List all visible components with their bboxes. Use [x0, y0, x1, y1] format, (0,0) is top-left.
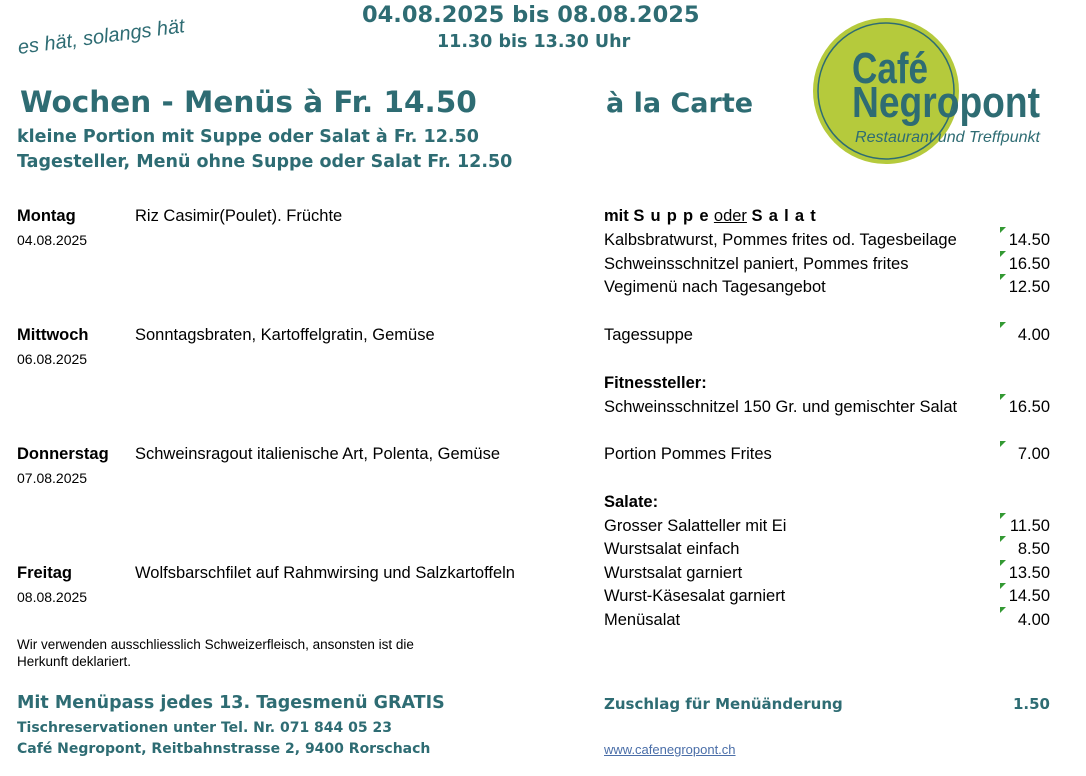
- green-triangle-icon: [1000, 227, 1006, 233]
- weekly-menu-title: Wochen - Menüs à Fr. 14.50: [20, 85, 477, 119]
- green-triangle-icon: [1000, 251, 1006, 257]
- menu-item: Kalbsbratwurst, Pommes frites od. Tagesbeilage: [604, 231, 957, 249]
- day-name: Montag: [17, 207, 76, 225]
- day-date: 07.08.2025: [17, 470, 88, 486]
- green-triangle-icon: [1000, 583, 1006, 589]
- green-triangle-icon: [1000, 322, 1006, 328]
- day-date: 04.08.2025: [17, 232, 88, 248]
- day-dish: Riz Casimir(Poulet). Früchte: [135, 207, 343, 225]
- menu-item-price: 11.50: [1009, 517, 1050, 535]
- day-dish: Sonntagsbraten, Kartoffelgratin, Gemüse: [135, 326, 435, 344]
- menu-item: Menüsalat: [604, 611, 681, 629]
- menu-item: Schweinsschnitzel paniert, Pommes frites: [604, 255, 909, 273]
- green-triangle-icon: [1000, 536, 1006, 542]
- week-date-range: 04.08.2025 bis 08.08.2025: [362, 2, 700, 28]
- day-name: Donnerstag: [17, 445, 109, 463]
- day-date: 08.08.2025: [17, 589, 88, 605]
- address: Café Negropont, Reitbahnstrasse 2, 9400 Rorschach: [17, 741, 431, 757]
- cafe-negropont-logo: [810, 15, 1050, 170]
- menu-item-price: 14.50: [1008, 231, 1050, 249]
- heading-salat: S a l a t: [751, 207, 817, 225]
- small-portion-note: kleine Portion mit Suppe oder Salat à Fr. 12.50: [17, 127, 479, 147]
- menu-item-price: 7.00: [1017, 445, 1050, 463]
- green-triangle-icon: [1000, 274, 1006, 280]
- heading-suppe: S u p p e: [633, 207, 710, 225]
- menu-item: Wurstsalat garniert: [604, 564, 743, 582]
- green-triangle-icon: [1000, 513, 1006, 519]
- menu-item: Wurstsalat einfach: [604, 540, 740, 558]
- salads-heading: Salate:: [604, 493, 659, 511]
- green-triangle-icon: [1000, 560, 1006, 566]
- menu-item: Grosser Salatteller mit Ei: [604, 517, 787, 535]
- menu-item-price: 8.50: [1017, 540, 1050, 558]
- green-triangle-icon: [1000, 607, 1006, 613]
- heading-oder: oder: [713, 207, 747, 225]
- menu-item-price: 12.50: [1008, 278, 1050, 296]
- menu-item-price: 14.50: [1008, 587, 1050, 605]
- surcharge-price: 1.50: [1012, 695, 1050, 713]
- day-dish: Schweinsragout italienische Art, Polenta, Gemüse: [135, 445, 501, 463]
- menu-item-price: 4.00: [1017, 611, 1050, 629]
- origin-note-line1: Wir verwenden ausschliesslich Schweizerfleisch, ansonsten ist die: [17, 637, 414, 652]
- menu-item: Portion Pommes Frites: [604, 445, 772, 463]
- a-la-carte-title: à la Carte: [606, 88, 754, 119]
- logo-negropont: Negropont: [852, 78, 1041, 127]
- menu-item: Vegimenü nach Tagesangebot: [604, 278, 826, 296]
- menu-pass-offer: Mit Menüpass jedes 13. Tagesmenü GRATIS: [17, 693, 445, 713]
- logo-tagline: Restaurant und Treffpunkt: [855, 129, 1041, 146]
- website-link[interactable]: www.cafenegropont.ch: [604, 742, 736, 757]
- green-triangle-icon: [1000, 441, 1006, 447]
- soup-or-salad-heading: [604, 206, 817, 226]
- menu-item-price: 16.50: [1008, 255, 1050, 273]
- logo-cafe: Café: [852, 44, 928, 93]
- menu-item-price: 16.50: [1008, 398, 1050, 416]
- heading-mit: mit: [604, 207, 629, 225]
- day-dish: Wolfsbarschfilet auf Rahmwirsing und Salzkartoffeln: [135, 564, 515, 582]
- day-name: Freitag: [17, 564, 73, 582]
- menu-item-price: 13.50: [1008, 564, 1050, 582]
- slogan: es hät, solangs hät: [16, 15, 186, 59]
- day-date: 06.08.2025: [17, 351, 88, 367]
- origin-note-line2: Herkunft deklariert.: [17, 654, 132, 669]
- reservation-phone: Tischreservationen unter Tel. Nr. 071 844 05 23: [17, 720, 392, 736]
- fitness-heading: Fitnessteller:: [604, 374, 707, 392]
- menu-item-price: 4.00: [1017, 326, 1050, 344]
- day-name: Mittwoch: [17, 326, 89, 344]
- green-triangle-icon: [1000, 394, 1006, 400]
- menu-item: Wurst-Käsesalat garniert: [604, 587, 786, 605]
- surcharge-label: Zuschlag für Menüänderung: [604, 695, 843, 713]
- lunch-hours: 11.30 bis 13.30 Uhr: [437, 32, 631, 52]
- day-plate-note: Tagesteller, Menü ohne Suppe oder Salat Fr. 12.50: [17, 152, 513, 172]
- menu-item: Schweinsschnitzel 150 Gr. und gemischter Salat: [604, 398, 958, 416]
- menu-item: Tagessuppe: [604, 326, 693, 344]
